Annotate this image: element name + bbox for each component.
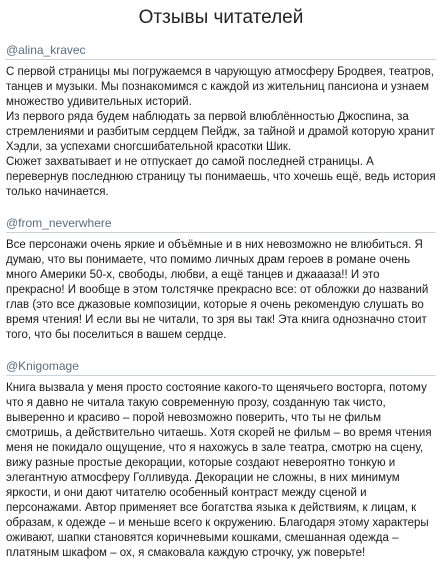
review-card (6, 216, 436, 343)
review-author-handle[interactable]: @alina_kravec (6, 43, 86, 57)
review-text: С первой страницы мы погружаемся в чарующую атмосферу Бродвея, театров, танцев и музыки. Мы познакомимся с каждой из жительниц пансиона и узнаем множество удивительных историй. Из первого ряда будем наблюдать за первой влюблённостью Джоспина, за стремлениями и разбитым сердцем Пейдж, за тайной и драмой которую хранит Хэдли, за успехами сногсшибательной красотки Шик. Сюжет захватывает и не отпускает до самой последней страницы. А перевернув последнюю страницу ты понимаешь, что хочешь ещё, ведь история только начинается. (6, 66, 436, 198)
review-card (6, 43, 436, 200)
review-divider (6, 59, 436, 60)
review-divider (6, 375, 436, 376)
review-divider (6, 232, 436, 233)
review-text: Книга вызвала у меня просто состояние какого-то щенячьего восторга, потому что я давно не читала такую современную прозу, созданную так чисто, выверенно и красиво – порой невозможно поверить, что ты не фильм смотришь, а действительно читаешь. Хотя скорей не фильм – во время чтения меня не покидало ощущение, что я нахожусь в зале театра, смотрю на сцену, вижу разные простые декорации, которые создают невероятно тонкую и элегантную атмосферу Голливуда. Декорации не сложны, в них минимум яркости, и они дают читателю особенный контраст между сценой и персонажами. Автор применяет все богатства языка к действиям, к лицам, к образам, к одежде – и меньше всего к окружению. Благодаря этому характеры оживают, шапки становятся коричневыми кошками, смешанная одежда – платяным шкафом – ох, я смаковала каждую строчку, уж поверьте! (6, 382, 432, 559)
page-title: Отзывы читателей (138, 7, 304, 28)
review-author-handle[interactable]: @from_neverwhere (6, 216, 112, 230)
review-author-handle[interactable]: @Knigomage (6, 359, 79, 373)
review-text: Все персонажи очень яркие и объёмные и в них невозможно не влюбиться. Я думаю, что вы понимаете, что помимо личных драм героев в романе очень много Америки 50-х, свободы, любви, а ещё танцев и джаааза!! И это прекрасно! И вообще в этом толстячке прекрасно все: от обложки до названий глав (это все джазовые композиции, которые я очень рекомендую слушать во время чтения! И если вы не читали, то зря вы так! Эта книга однозначно стоит того, что бы поселиться в вашем сердце. (6, 239, 429, 341)
review-card (6, 359, 436, 561)
